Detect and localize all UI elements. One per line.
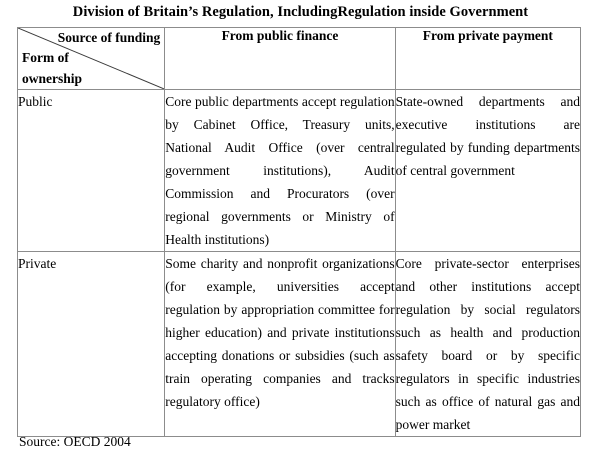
cell-text: State-owned departments and executive institutions are regulated by funding departments of central government [395,94,580,178]
corner-header-cell [18,28,165,90]
cell-private-private-payment [395,252,580,437]
cell-private-public-finance [165,252,395,437]
page-title: Division of Britain’s Regulation, IncludingRegulation inside Government [72,4,529,20]
cell-public-private-payment [395,90,580,252]
table-header-row [18,28,581,90]
column-header-private-payment: From private payment [395,28,580,90]
regulation-table [17,27,581,437]
row-label-private: Private [18,252,165,437]
source-note: Source: OECD 2004 [19,434,131,449]
table-row [18,252,581,437]
cell-public-public-finance [165,90,395,252]
corner-source-of-funding-label: Source of funding [57,30,161,45]
corner-form-of-ownership-label: Form of ownership [22,50,83,86]
column-header-public-finance: From public finance [165,28,395,90]
row-label-public: Public [18,90,165,252]
table-row [18,90,581,252]
cell-text: Some charity and nonprofit organizations (for example, universities accept regulation by appropriation committee for higher education) and private institutions accepting donations or subsidies (such as train operating companies and tracks regulatory office) [165,256,395,409]
cell-text: Core public departments accept regulation by Cabinet Office, Treasury units, National Audit Office (over central government institutions), Audit Commission and Procurators (over regional governments or Ministry of Health institutions) [165,94,395,247]
cell-text: Core private-sector enterprises and other institutions accept regulation by social regulators such as health and production safety board or by specific regulators in specific industries such as office of natural gas and power market [395,256,580,432]
regulation-table-container [17,27,581,437]
